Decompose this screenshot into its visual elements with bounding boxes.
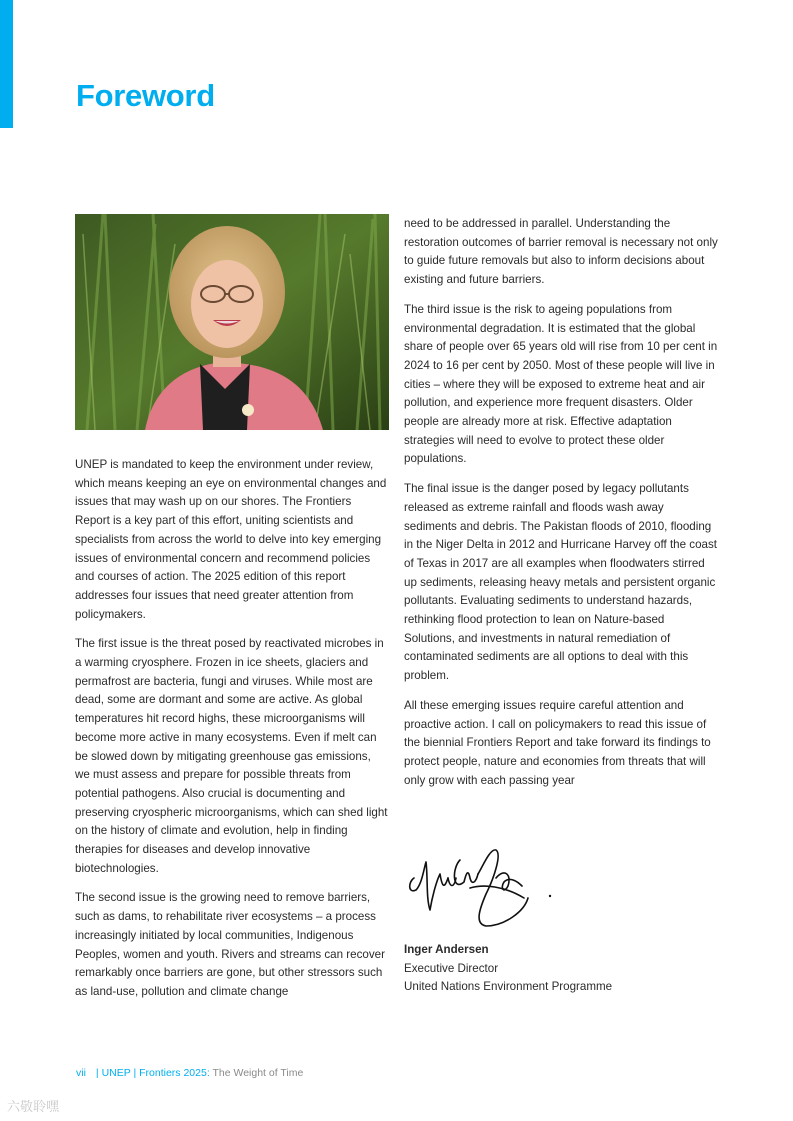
accent-bar [0, 0, 13, 128]
paragraph: The third issue is the risk to ageing populations from environmental degradation. It is estimated that the global share of people over 65 years old will rise from 10 per cent in 2024 to 16 per cent by 2050. Most of these people will live in cities – where they will be exposed to extreme heat and air pollution, and experience more frequent disasters. Older people are already more at risk. Effective adaptation strategies will need to evolve to protect these older populations. [404, 302, 718, 466]
left-column [75, 456, 388, 1013]
paragraph: All these emerging issues require careful attention and proactive action. I call on policymakers to read this issue of the biennial Frontiers Report and take forward its findings to protect people, nature and economies from threats that will only grow with each passing year [404, 698, 711, 787]
page-number: vii [76, 1067, 86, 1079]
signatory-role: Executive Director [404, 961, 499, 975]
footer-brand: | UNEP | Frontiers 2025: [95, 1067, 210, 1079]
paragraph: The final issue is the danger posed by legacy pollutants released as extreme rainfall and floods wash away sediments and debris. The Pakistan floods of 2010, flooding in the Niger Delta in 2012 and Hurricane Harvey off the coast of Texas in 2017 are all examples when floodwaters stirred up sediments, releasing heavy metals and persistent organic pollutants. Evaluating sediments to understand hazards, rethinking flood protection to lean on Nature-based Solutions, and investments in natural remediation of contaminated sediments are all options to deal with this problem. [404, 482, 717, 683]
watermark: 六敬聆嘿 [7, 1099, 60, 1114]
paragraph: The second issue is the growing need to remove barriers, such as dams, to rehabilitate river ecosystems – a process increasingly initiated by local communities, Indigenous Peoples, women and youth. Rivers and streams can recover remarkably once barriers are gone, but other stressors such as land-use, pollution and climate change [75, 891, 385, 998]
paragraph: UNEP is mandated to keep the environment under review, which means keeping an eye on environmental changes and issues that may wash up on our shores. The Frontiers Report is a key part of this effort, uniting scientists and specialists from across the world to delve into key emerging issues of environmental concern and recommend policies and courses of action. The 2025 edition of this report addresses four issues that need greater attention from policymakers. [75, 458, 387, 621]
footer-subtitle: The Weight of Time [209, 1067, 304, 1079]
page-title: Foreword [76, 78, 215, 113]
handwritten-signature [404, 838, 554, 938]
portrait-photo [75, 214, 389, 430]
signatory-name: Inger Andersen [404, 943, 489, 956]
signatory-block [404, 941, 612, 997]
signatory-organization: United Nations Environment Programme [404, 980, 613, 994]
paragraph: need to be addressed in parallel. Understanding the restoration outcomes of barrier removal is necessary not only to guide future removals but also to inform decisions about existing and future barriers. [404, 217, 718, 287]
page-footer [76, 1067, 303, 1079]
paragraph: The first issue is the threat posed by reactivated microbes in a warming cryosphere. Frozen in ice sheets, glaciers and permafrost are bacteria, fungi and viruses. While most are dead, some are dormant and some are active. As global temperatures hit record highs, these microorganisms will become more active in many ecosystems. Even if melt can be slowed down by mitigating greenhouse gas emissions, we must assess and prepare for possible threats from potential pathogens. Also crucial is documenting and preserving cryospheric microorganisms, which can shed light on the history of climate and evolution, help in finding therapies for diseases and develop innovative biotechnologies. [75, 637, 388, 875]
right-column [404, 215, 718, 801]
